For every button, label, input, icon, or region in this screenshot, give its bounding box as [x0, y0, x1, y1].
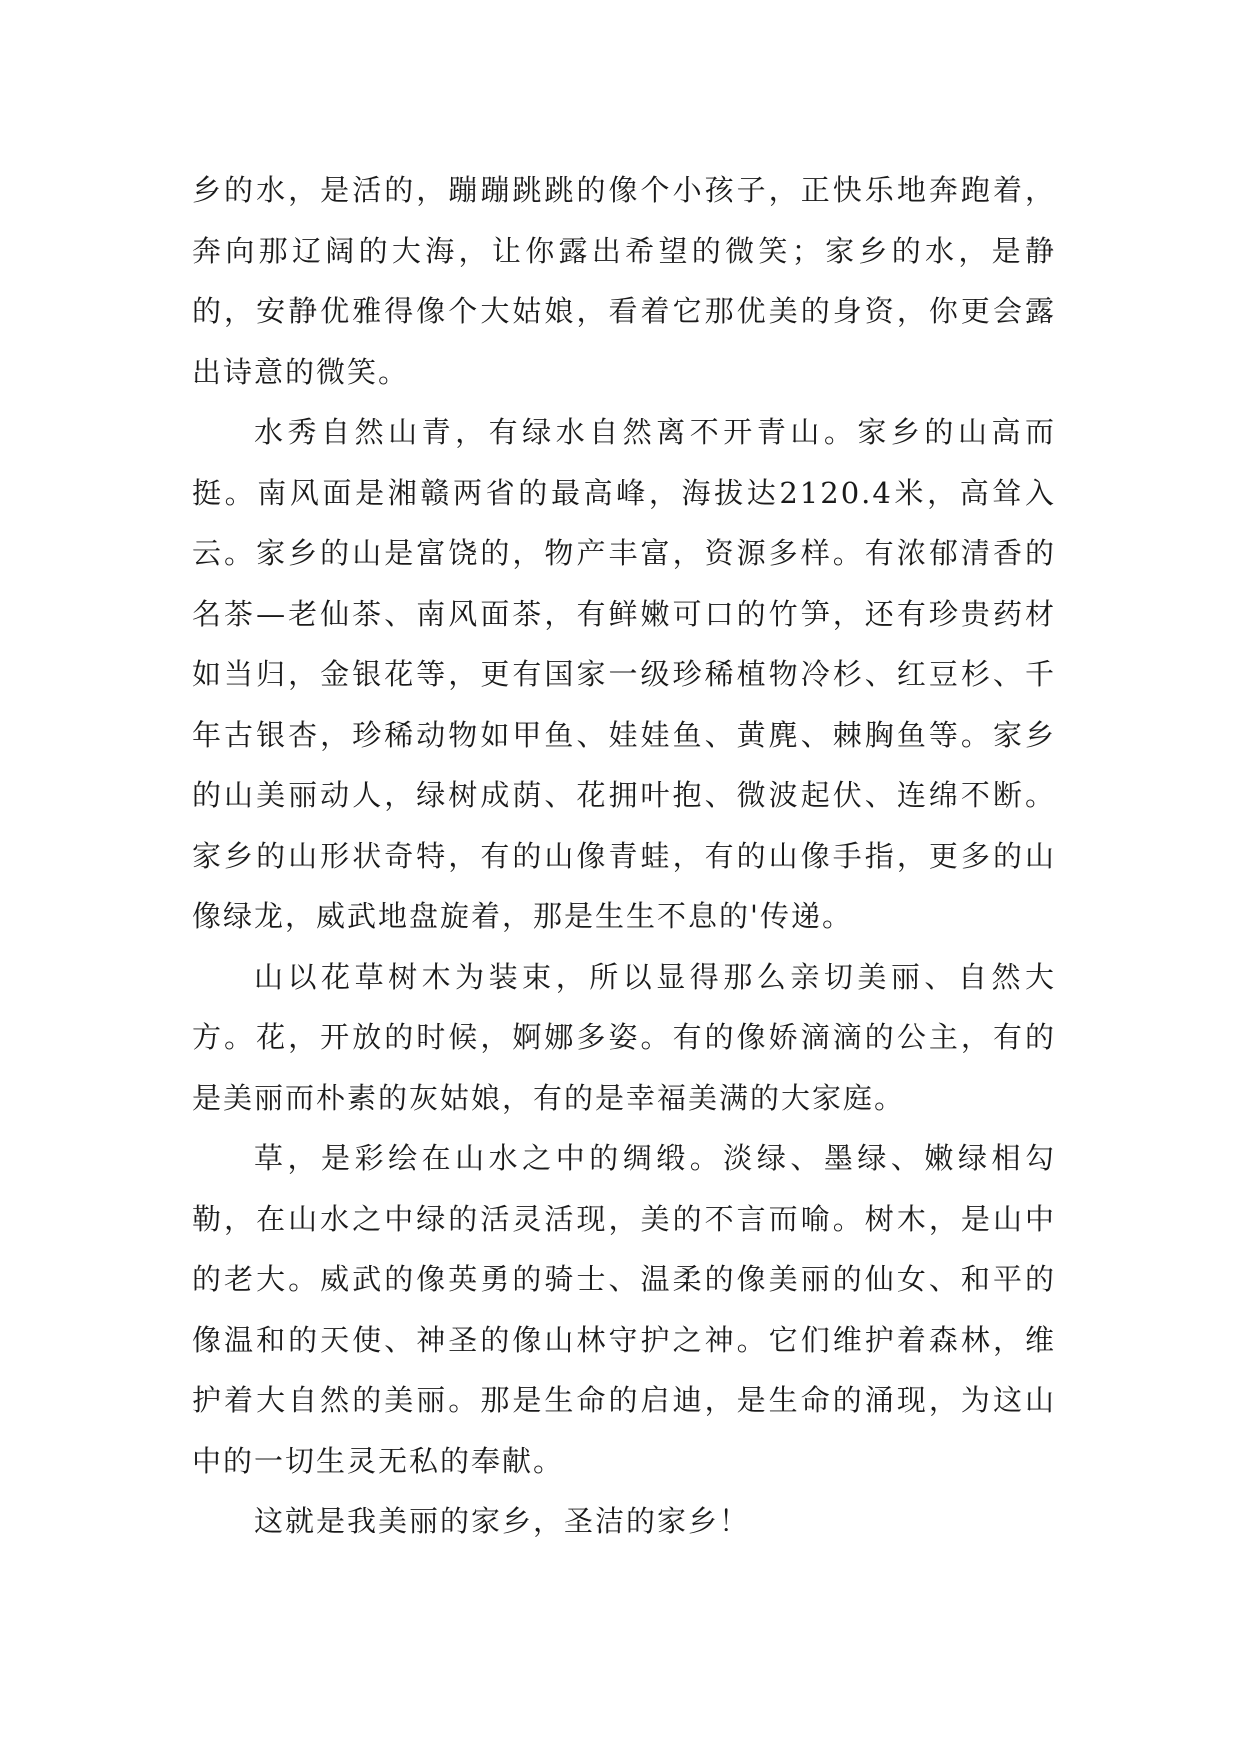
paragraph-grass-trees: 草，是彩绘在山水之中的绸缎。淡绿、墨绿、嫩绿相勾勒，在山水之中绿的活灵活现，美的不言而喻。树木，是山中的老大。威武的像英勇的骑士、温柔的像美丽的仙女、和平的像温和的天使、神圣的像山林守护之神。它们维护着森林，维护着大自然的美丽。那是生命的启迪，是生命的涌现，为这山中的一切生灵无私的奉献。	[192, 1141, 1056, 1478]
paragraph-mountains: 水秀自然山青，有绿水自然离不开青山。家乡的山高而挺。南风面是湘赣两省的最高峰，海拔达2120.4米，高耸入云。家乡的山是富饶的，物产丰富，资源多样。有浓郁清香的名茶—老仙茶、南风面茶，有鲜嫩可口的竹笋，还有珍贵药材如当归，金银花等，更有国家一级珍稀植物冷杉、红豆杉、千年古银杏，珍稀动物如甲鱼、娃娃鱼、黄麂、棘胸鱼等。家乡的山美丽动人，绿树成荫、花拥叶抱、微波起伏、连绵不断。家乡的山形状奇特，有的山像青蛙，有的山像手指，更多的山像绿龙，威武地盘旋着，那是生生不息的'传递。	[192, 415, 1056, 933]
paragraph-water-continued: 乡的水，是活的，蹦蹦跳跳的像个小孩子，正快乐地奔跑着，奔向那辽阔的大海，让你露出希望的微笑；家乡的水，是静的，安静优雅得像个大姑娘，看着它那优美的身资，你更会露出诗意的微笑。	[192, 173, 1056, 389]
document-page	[192, 160, 1056, 1552]
paragraph-flowers: 山以花草树木为装束，所以显得那么亲切美丽、自然大方。花，开放的时候，婀娜多姿。有的像娇滴滴的公主，有的是美丽而朴素的灰姑娘，有的是幸福美满的大家庭。	[192, 959, 1056, 1115]
paragraph-conclusion: 这就是我美丽的家乡，圣洁的家乡！	[254, 1504, 751, 1538]
